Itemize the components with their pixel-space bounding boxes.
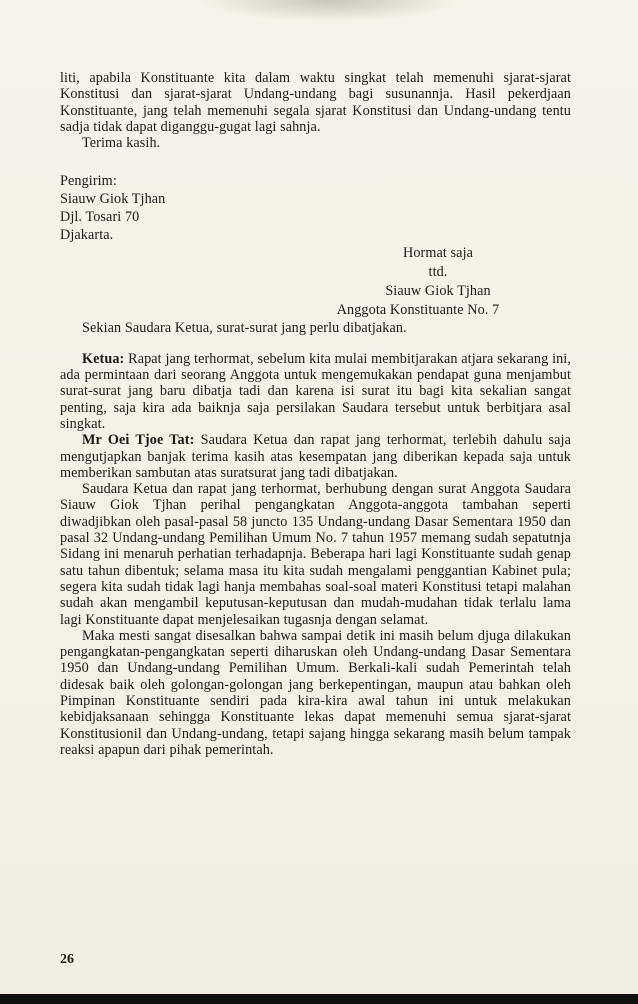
signer-name: Siauw Giok Tjhan bbox=[385, 283, 491, 300]
page-edge bbox=[0, 994, 638, 1004]
speaker-label: Mr Oei Tjoe Tat: bbox=[82, 432, 195, 449]
speech-text: Saudara Ketua dan rapat jang terhormat, terlebih dahulu saja mengutjapkan banjak terima kasih atas kesempatan jang diberikan kepada saja untuk memberikan sambutan atas suratsurat jang tadi dibatjakan. bbox=[60, 432, 571, 481]
sender-label: Pengirim: bbox=[60, 173, 117, 190]
ketua-paragraph bbox=[60, 351, 571, 432]
closing-line: Sekian Saudara Ketua, surat-surat jang perlu dibatjakan. bbox=[82, 320, 407, 337]
speaker-label: Ketua: bbox=[82, 350, 125, 367]
sender-city: Djakarta. bbox=[60, 227, 114, 244]
sender-address: Djl. Tosari 70 bbox=[60, 209, 140, 226]
oei-paragraph-3: Maka mesti sangat disesalkan bahwa sampai detik ini masih belum djuga dilakukan pengangkatan-pengangkatan seperti diharuskan oleh Undang-undang Dasar Sementara 1950 dan Undang-undang Pemilihan Umum. Berkali-kali sudah Pemerintah telah didesak baik oleh golongan-golongan jang berkepentingan, maupun atau bahkan oleh Pimpinan Konstituante sendiri pada kira-kira awal tahun ini untuk melakukan kebidjaksanaan sehingga Konstituante lekas dapat memenuhi semua sjarat-sjarat Konstitusionil dan Undang-undang, tetapi sajang hingga sekarang masih belum tampak reaksi apapun dari pihak pemerintah. bbox=[60, 627, 571, 758]
speech-text: Rapat jang terhormat, sebelum kita mulai membitjarakan atjara sekarang ini, ada permintaan dari seorang Anggota untuk mengemukakan pendapat guna menjambut surat-surat jang baru dibatja tadi dan karena isi surat itu bagi kita sekalian sangat penting, saja kira ada baiknja saja persilakan Saudara tersebut untuk berbitjara asal singkat. bbox=[60, 350, 571, 432]
page-number: 26 bbox=[60, 952, 74, 967]
oei-paragraph-2: Saudara Ketua dan rapat jang terhormat, berhubung dengan surat Anggota Saudara Siauw Giok Tjhan perihal pengangkatan Anggota-anggota tambahan seperti diwadjibkan oleh pasal-pasal 58 juncto 135 Undang-undang Dasar Sementara 1950 dan pasal 32 Undang-undang Pemilihan Umum No. 7 tahun 1957 memang sudah sepatutnja Sidang ini menaruh perhatian terhadapnja. Beberapa hari lagi Konstituante sudah genap satu tahun dibentuk; selama masa itu kita sudah mengalami penggantian Kabinet pula; segera kita sudah tidak lagi hanja membahas soal-soal materi Konstitusi tetapi malahan sudah akan mengambil keputusan-keputusan dan mudah-mudahan tidak terlalu lama lagi Konstituante dapat menjelesaikan tugasnja dengan selamat. bbox=[60, 481, 571, 628]
signer-title: Anggota Konstituante No. 7 bbox=[336, 302, 500, 319]
oei-paragraph bbox=[60, 432, 571, 481]
page-shadow bbox=[200, 0, 460, 22]
page-body bbox=[60, 70, 571, 758]
signed: ttd. bbox=[428, 264, 448, 281]
letter-thanks: Terima kasih. bbox=[82, 135, 161, 152]
sender-block bbox=[60, 172, 571, 244]
regards: Hormat saja bbox=[402, 245, 474, 262]
signature-block bbox=[318, 244, 558, 320]
letter-paragraph-end: liti, apabila Konstituante kita dalam waktu singkat telah memenuhi sjarat-sjarat Konstitusi dan sjarat-sjarat Undang-undang bagi susunannja. Hasil pekerdjaan Konstituante, jang telah memenuhi segala sjarat Konstitusi dan Undang-undang tentu sadja tidak dapat diganggu-gugat lagi sahnja. bbox=[60, 70, 571, 135]
sender-name: Siauw Giok Tjhan bbox=[60, 191, 166, 208]
